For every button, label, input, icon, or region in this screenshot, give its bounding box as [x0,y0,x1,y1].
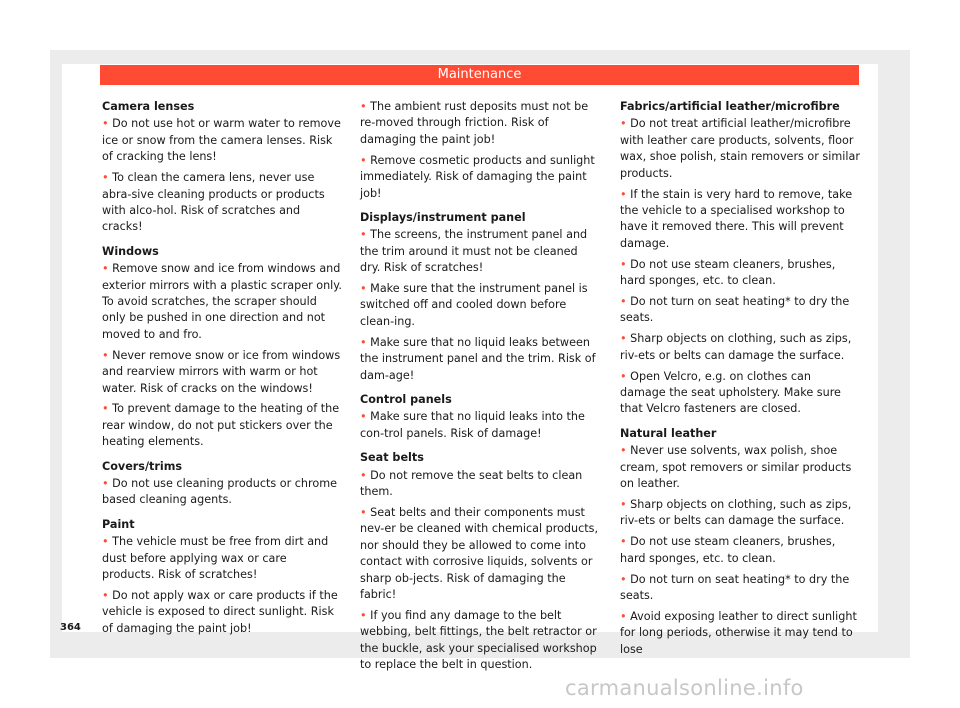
bullet-icon: • [360,100,367,113]
bullet-icon: • [102,477,109,491]
paragraph: • The ambient rust deposits must not be re-moved through friction. Risk of damaging the paint job! [360,100,589,146]
bullet-icon: • [360,410,367,424]
paragraph: • Seat belts and their components must nev-er be cleaned with chemical products, nor should they be allowed to come into contact with corrosive liquids, solvents or sharp ob-jects. Risk of damaging the fabric! [360,505,599,601]
paragraph: • Do not use hot or warm water to remove ice or snow from the camera lenses. Risk of cracking the lens! [102,117,341,164]
paragraph: • Do not remove the seat belts to clean them. [360,468,583,499]
column-middle [360,99,600,678]
bullet-icon: • [360,153,367,167]
bullet-icon: • [620,609,627,623]
bullet-icon: • [360,228,367,242]
paragraph: • Never use solvents, wax polish, shoe cream, spot removers or similar products on leather. [620,444,852,491]
paragraph: • Remove cosmetic products and sunlight immediately. Risk of damaging the paint job! [360,153,595,200]
bullet-icon: • [360,335,367,349]
column-left [102,99,342,642]
bullet-icon: • [102,535,109,549]
paragraph: • Open Velcro, e.g. on clothes can damage the seat upholstery. Make sure that Velcro fasteners are closed. [620,369,841,416]
heading-covers-trims: Covers/trims [102,459,183,473]
paragraph: • Never remove snow or ice from windows and rearview mirrors with warm or hot water. Risk of cracks on the windows! [102,348,341,395]
bullet-icon: • [102,348,109,362]
heading-windows: Windows [102,244,159,258]
heading-fabrics: Fabrics/artificial leather/microfibre [620,100,840,113]
section-header: Maintenance [100,65,859,85]
bullet-icon: • [620,257,627,271]
bullet-icon: • [620,535,627,549]
bullet-icon: • [620,369,627,383]
bullet-icon: • [102,117,109,131]
page-number: 364 [60,622,81,633]
bullet-icon: • [360,505,367,519]
bullet-icon: • [360,608,367,622]
heading-displays: Displays/instrument panel [360,210,526,224]
paragraph: • If you find any damage to the belt webbing, belt fittings, the belt retractor or the buckle, ask your specialised workshop to replace the belt in question. [360,608,597,672]
paragraph: • Do not apply wax or care products if the vehicle is exposed to direct sunlight. Risk of damaging the paint job! [102,588,338,635]
bullet-icon: • [620,294,627,308]
heading-camera-lenses: Camera lenses [102,100,195,113]
paragraph: • If the stain is very hard to remove, take the vehicle to a specialised workshop to have it removed there. This will prevent damage. [620,187,853,250]
bullet-icon: • [620,117,627,131]
paragraph: • Remove snow and ice from windows and exterior mirrors with a plastic scraper only. To avoid scratches, the scraper should only be pushed in one direction and not moved to and fro. [102,262,342,341]
paragraph: • The screens, the instrument panel and the trim around it must not be cleaned dry. Risk of scratches! [360,228,588,275]
watermark: carmanualsonline.info [565,676,804,700]
paragraph: • Make sure that no liquid leaks into the con-trol panels. Risk of damage! [360,410,585,440]
bullet-icon: • [102,171,109,185]
paragraph: • Make sure that no liquid leaks between the instrument panel and the trim. Risk of dam-age! [360,335,596,382]
bullet-icon: • [620,444,627,458]
column-right [620,99,860,663]
bullet-icon: • [620,187,627,201]
paragraph: • Sharp objects on clothing, such as zips, riv-ets or belts can damage the surface. [620,497,852,528]
paragraph: • Do not use steam cleaners, brushes, hard sponges, etc. to clean. [620,257,836,288]
bullet-icon: • [620,497,627,511]
paragraph: • To prevent damage to the heating of the rear window, do not put stickers over the heating elements. [102,402,340,449]
paragraph: • Avoid exposing leather to direct sunlight for long periods, otherwise it may tend to lose [620,609,857,656]
paragraph: • Do not use steam cleaners, brushes, hard sponges, etc. to clean. [620,535,836,565]
heading-paint: Paint [102,517,135,531]
paragraph: • Do not turn on seat heating* to dry the seats. [620,294,850,325]
paragraph: • Sharp objects on clothing, such as zips, riv-ets or belts can damage the surface. [620,332,852,362]
paragraph: • Do not turn on seat heating* to dry the seats. [620,572,850,602]
heading-seat-belts: Seat belts [360,451,424,465]
bullet-icon: • [620,332,627,346]
paragraph: • Make sure that the instrument panel is switched off and cooled down before clean-ing. [360,282,588,328]
bullet-icon: • [102,262,109,276]
bullet-icon: • [102,402,109,416]
heading-natural-leather: Natural leather [620,426,717,440]
paragraph: • To clean the camera lens, never use abra-sive cleaning products or products with alco-hol. Risk of scratches and cracks! [102,171,325,234]
paragraph: • Do not treat artificial leather/microfibre with leather care products, solvents, floor wax, shoe polish, stain removers or similar products. [620,117,860,180]
paragraph: • Do not use cleaning products or chrome based cleaning agents. [102,477,338,507]
heading-control-panels: Control panels [360,393,452,406]
paragraph: • The vehicle must be free from dirt and dust before applying wax or care products. Risk of scratches! [102,535,329,582]
bullet-icon: • [360,282,367,296]
bullet-icon: • [102,588,109,602]
bullet-icon: • [360,468,367,482]
bullet-icon: • [620,572,627,586]
